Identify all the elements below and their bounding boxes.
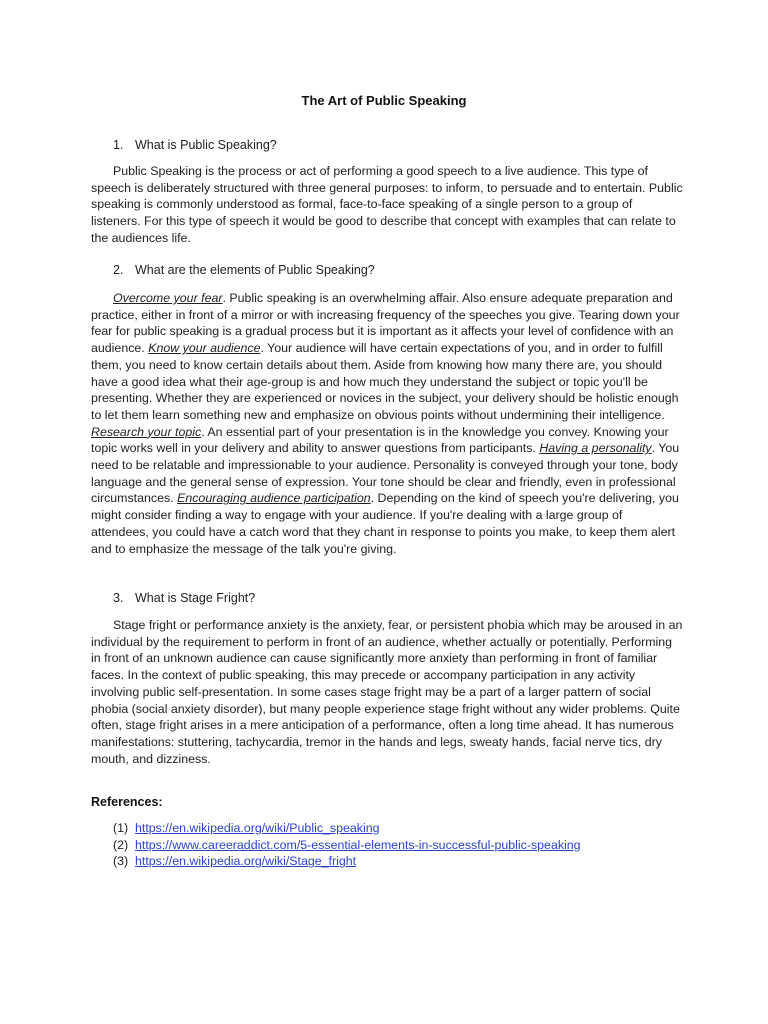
element-keyword-personality: Having a personality (539, 441, 652, 456)
reference-item (113, 837, 581, 854)
reference-item (113, 820, 581, 837)
document-title: The Art of Public Speaking (301, 93, 467, 108)
section-1-heading-text: What is Public Speaking? (135, 138, 277, 152)
element-text-know-audience: . Your audience will have certain expectations of you, and in order to fulfill them, you need to know certain details about them. Aside from knowing how many there are, you should have a good idea what their age-group is and how much they understand the subject or topic you'll be presenting. Whether they are experienced or novices in the subject, your delivery should be holistic enough to let them learn something new and emphasize on obvious points without undermining their intelligence. (91, 341, 679, 422)
element-keyword-overcome-fear: Overcome your fear (113, 291, 223, 305)
section-3-number: 3. (113, 591, 124, 605)
reference-link-stage-fright[interactable]: https://en.wikipedia.org/wiki/Stage_fright (135, 854, 357, 869)
element-text-audience-participation: . Depending on the kind of speech you're delivering, you might consider finding a way to engage with your audience. If you're dealing with a large group of attendees, you could have a catch word that they chant in response to points you make, to keep them alert and to emphasize the message of the talk you're giving. (91, 491, 679, 556)
section-2-number: 2. (113, 263, 124, 277)
reference-link-careeraddict[interactable]: https://www.careeraddict.com/5-essential-elements-in-successful-public-speaking (135, 837, 581, 852)
section-3-body: Stage fright or performance anxiety is the anxiety, fear, or persistent phobia which may be aroused in an individual by the requirement to perform in front of an audience, whether actually or potentially. Performing in front of an unknown audience can cause significantly more anxiety than performing in front of familiar faces. In the context of public speaking, this may precede or accompany participation in any activity involving public self-presentation. In some cases stage fright may be a part of a larger pattern of social phobia (social anxiety disorder), but many people experience stage fright without any wider problems. Quite often, stage fright arises in a mere anticipation of a performance, often a long time ahead. It has numerous manifestations: stuttering, tachycardia, tremor in the hands and legs, sweaty hands, facial nerve tics, dry mouth, and dizziness. (91, 618, 683, 766)
section-2-paragraph (91, 290, 683, 557)
references-list (113, 820, 581, 870)
reference-link-public-speaking[interactable]: https://en.wikipedia.org/wiki/Public_speaking (135, 821, 380, 835)
section-1-body: Public Speaking is the process or act of performing a good speech to a live audience. This type of speech is deliberately structured with three general purposes: to inform, to persuade and to entertain. Public speaking is commonly understood as formal, face-to-face speaking of a single person to a group of listeners. For this type of speech it would be good to describe that concept with examples that can relate to the audiences life. (91, 164, 683, 245)
section-1-paragraph (91, 163, 683, 247)
element-keyword-know-audience: Know your audience (148, 341, 261, 356)
section-1-number: 1. (113, 138, 124, 152)
section-2-heading (113, 263, 375, 277)
reference-item (113, 853, 581, 870)
section-2-heading-text: What are the elements of Public Speaking? (135, 263, 375, 277)
references-label: References: (91, 795, 163, 809)
element-text-research-topic: . An essential part of your presentation is in the knowledge you convey. Knowing your topic works well in your delivery and ability to answer questions from participants. (91, 424, 669, 456)
element-keyword-audience-participation: Encouraging audience participation (177, 491, 371, 506)
element-text-personality: . You need to be relatable and impressionable to your audience. Personality is conveyed through your tone, body language and the general sense of expression. Your tone should be clear and friendly, even in professional circumstances. (91, 441, 680, 506)
section-1-heading (113, 138, 277, 152)
reference-number: (2) (113, 837, 129, 852)
reference-number: (3) (113, 854, 129, 869)
section-3-paragraph (91, 617, 683, 767)
element-text-overcome-fear: . Public speaking is an overwhelming affair. Also ensure adequate preparation and practice, either in front of a mirror or with increasing frequency of the speeches you give. Tearing down your fear for public speaking is a gradual process but it is important as it affects your level of confidence with an audience. (91, 291, 680, 356)
element-keyword-research-topic: Research your topic (91, 424, 202, 439)
reference-number: (1) (113, 821, 129, 835)
section-3-heading-text: What is Stage Fright? (135, 591, 256, 605)
section-3-heading (113, 591, 255, 605)
